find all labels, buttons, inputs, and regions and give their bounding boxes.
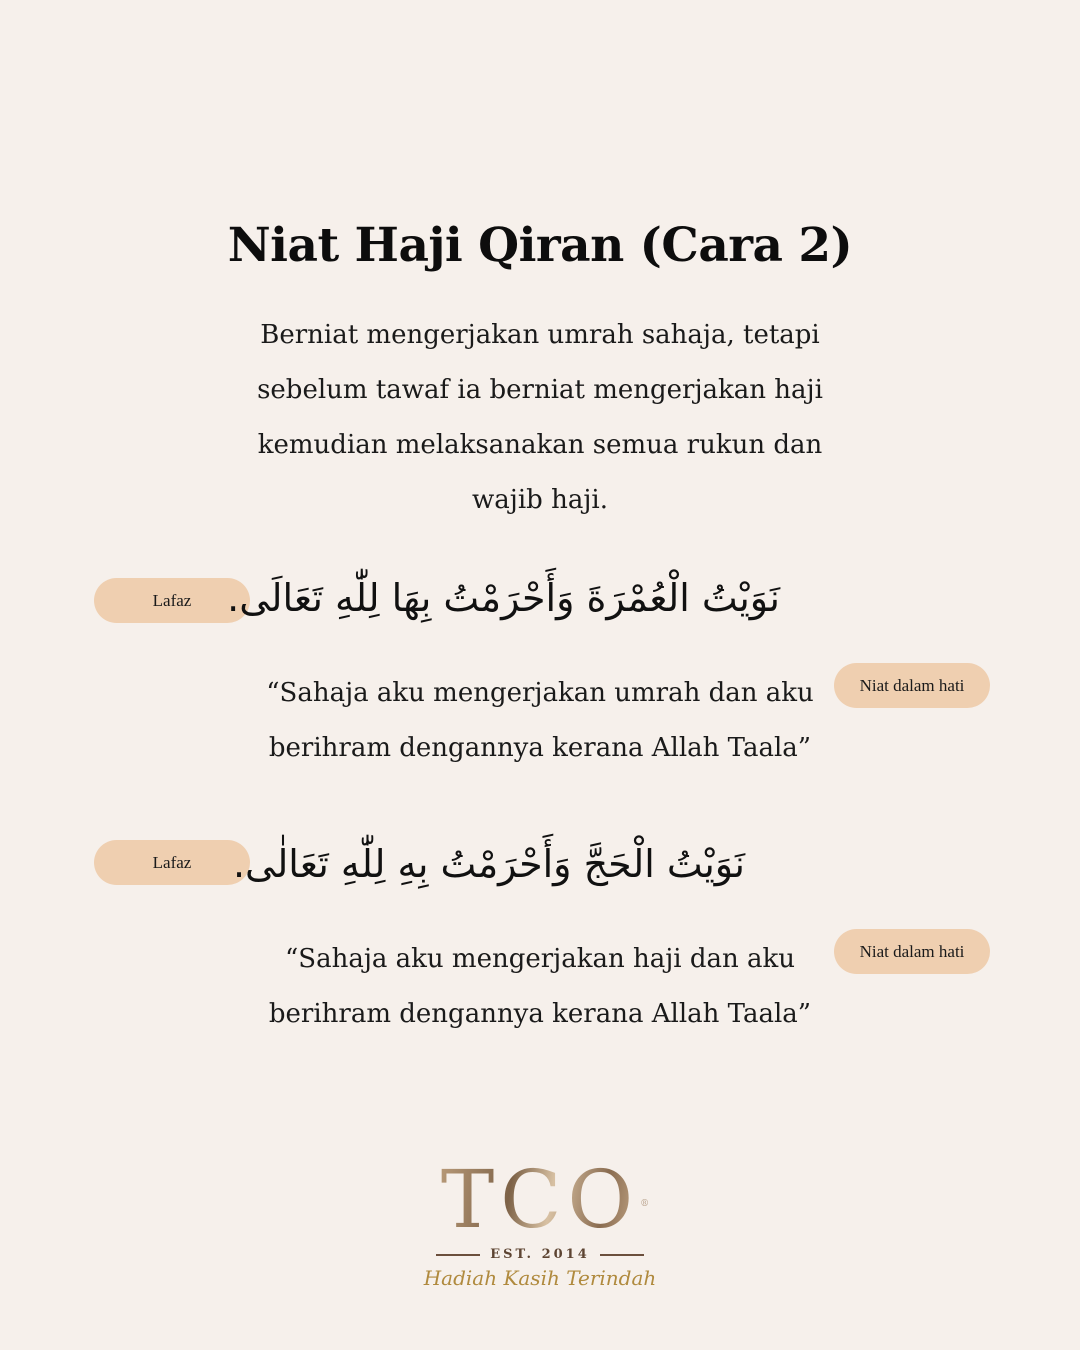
est-year: EST. 2014 bbox=[490, 1247, 590, 1262]
tagline: Hadiah Kasih Terindah bbox=[423, 1266, 657, 1290]
arabic-lafaz-umrah: نَوَيْتُ الْعُمْرَةَ وَأَحْرَمْتُ بِهَا لِلّٰهِ تَعَالَى. bbox=[227, 576, 780, 620]
logo-text: TCO bbox=[440, 1153, 640, 1246]
registered-icon: ® bbox=[640, 1199, 650, 1209]
divider bbox=[600, 1254, 644, 1256]
tco-logo bbox=[420, 1155, 660, 1305]
niat-dalam-hati-badge: Niat dalam hati bbox=[834, 929, 990, 974]
translation-haji: “Sahaja aku mengerjakan haji dan aku berihram dengannya kerana Allah Taala” bbox=[268, 944, 812, 1029]
intro-paragraph: Berniat mengerjakan umrah sahaja, tetapi sebelum tawaf ia berniat mengerjakan haji kemudian melaksanakan semua rukun dan wajib haji. bbox=[257, 320, 823, 515]
translation-umrah: “Sahaja aku mengerjakan umrah dan aku berihram dengannya kerana Allah Taala” bbox=[266, 678, 814, 763]
arabic-lafaz-haji: نَوَيْتُ الْحَجَّ وَأَحْرَمْتُ بِهِ لِلّٰهِ تَعَالٰى. bbox=[232, 842, 745, 886]
logo-mark bbox=[440, 1153, 650, 1246]
divider bbox=[436, 1254, 480, 1256]
lafaz-badge: Lafaz bbox=[94, 578, 250, 623]
lafaz-badge: Lafaz bbox=[94, 840, 250, 885]
est-row bbox=[420, 1247, 660, 1262]
niat-dalam-hati-badge: Niat dalam hati bbox=[834, 663, 990, 708]
page-title: Niat Haji Qiran (Cara 2) bbox=[227, 218, 853, 273]
